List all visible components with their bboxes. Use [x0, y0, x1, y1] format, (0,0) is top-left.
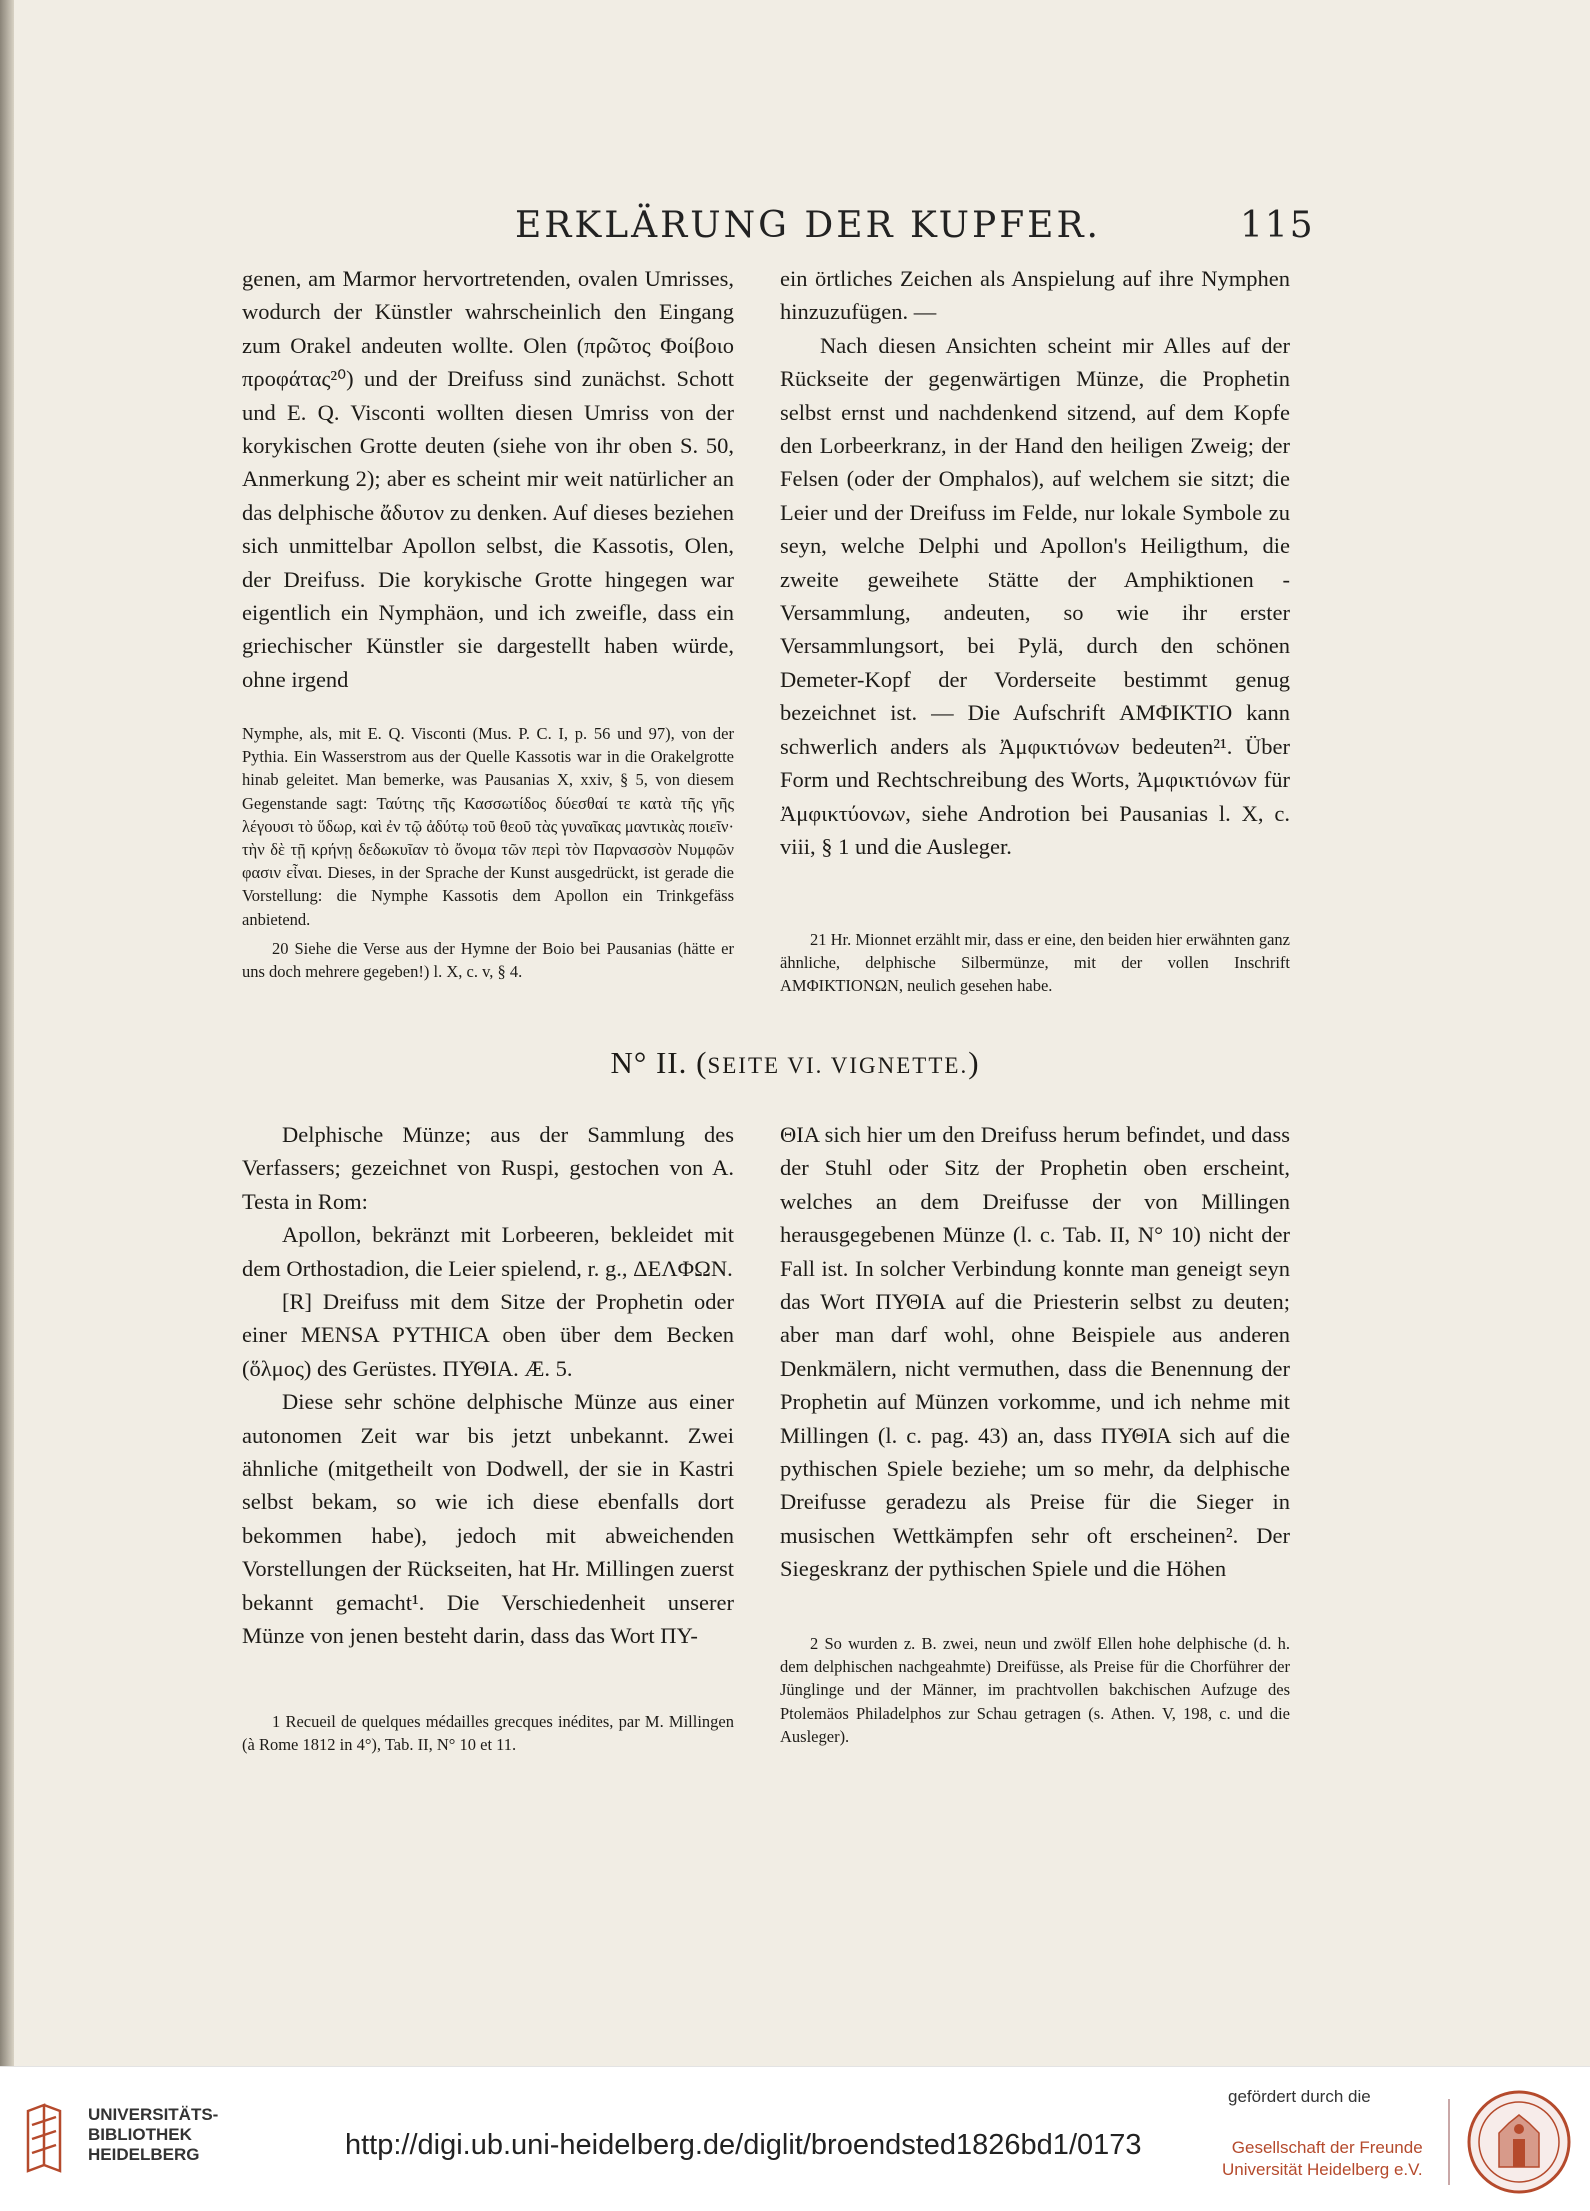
- footer-bar: [0, 2066, 1590, 2211]
- library-name-line: HEIDELBERG: [88, 2145, 200, 2164]
- paragraph: Apollon, bekränzt mit Lorbeeren, bekleidet mit dem Orthostadion, die Leier spielend, r. g., ΔΕΛΦΩΝ.: [242, 1222, 734, 1281]
- section-heading-number: N° II. (: [610, 1045, 708, 1080]
- library-name: [88, 2105, 218, 2165]
- sponsor-name-line: Gesellschaft der Freunde: [1231, 2138, 1423, 2157]
- section-heading-subtitle: SEITE VI. VIGNETTE.: [707, 1053, 969, 1078]
- paragraph: Delphische Münze; aus der Sammlung des Verfassers; gezeichnet von Ruspi, gestochen von A. Testa in Rom:: [242, 1122, 734, 1214]
- sponsor-name: [1222, 2137, 1423, 2181]
- bottom-right-footnotes: [780, 1632, 1290, 1754]
- paragraph: Diese sehr schöne delphische Münze aus einer autonomen Zeit war bis jetzt unbekannt. Zwei ähnliche (mitgetheilt von Dodwell, der sie in Kastri selbst bekam, so wie ich diese ebenfalls dort bekommen habe), jedoch mit abweichenden Vorstellungen der Rückseiten, hat Hr. Millingen zuerst bekannt gemacht¹. Die Verschiedenheit unserer Münze von jenen besteht darin, dass das Wort ΠΥ-: [242, 1389, 734, 1649]
- bottom-right-body: [780, 1118, 1290, 1586]
- library-name-line: BIBLIOTHEK: [88, 2125, 192, 2144]
- university-seal-icon: [1466, 2089, 1572, 2195]
- ub-heidelberg-logo-icon: [24, 2103, 64, 2173]
- footer-divider: [1448, 2099, 1450, 2185]
- bottom-right-column: [780, 1118, 1290, 1586]
- footnote: Nymphe, als, mit E. Q. Visconti (Mus. P. C. I, p. 56 und 97), von der Pythia. Ein Wasserstrom aus der Quelle Kassotis war in die Orakelgrotte hinab geleitet. Man bemerke, was Pausanias X, xxiv, § 5, von diesem Gegenstande sagt: Ταύτης τῆς Κασσωτίδος δύεσθαί τε κατὰ τῆς γῆς λέγουσι τὸ ὕδωρ, καὶ ἐν τῷ ἀδύτῳ τοῦ θεοῦ τὰς γυναῖκας μαντικὰς ποιεῖν· τὴν δὲ τῇ κρήνῃ δεδωκυῖαν τὸ ὄνομα τῶν περὶ τὸν Παρνασσὸν Νυμφῶν φασιν εἶναι. Dieses, in der Sprache der Kunst ausgedrückt, ist gerade die Vorstellung: die Nymphe Kassotis dem Apollon ein Trinkgefäss anbietend.: [242, 724, 734, 929]
- paragraph: [R] Dreifuss mit dem Sitze der Prophetin oder einer MENSA PYTHICA oben über dem Becken (ὅλμος) des Gerüstes. ΠΥΘΙΑ. Æ. 5.: [242, 1289, 734, 1381]
- section-heading-close: ): [968, 1045, 980, 1080]
- sponsor-label: gefördert durch die: [1228, 2087, 1371, 2106]
- bottom-left-body: [242, 1118, 734, 1653]
- footnote: 2 So wurden z. B. zwei, neun und zwölf Ellen hohe delphische (d. h. dem delphischen nachgeahmte) Dreifüsse, als Preise für die Chorführer der Jünglinge und der Männer, im prachtvollen bakchischen Aufzuge des Ptolemäos Philadelphos zur Schau getragen (s. Athen. V, 198, c. und die Ausleger).: [780, 1634, 1290, 1746]
- section-heading: [0, 1045, 1590, 1081]
- footnote: 1 Recueil de quelques médailles grecques inédites, par M. Millingen (à Rome 1812 in 4°), Tab. II, N° 10 et 11.: [242, 1712, 734, 1755]
- running-head: ERKLÄRUNG DER KUPFER.: [515, 205, 1102, 246]
- top-left-column: [242, 262, 734, 696]
- footnote: 20 Siehe die Verse aus der Hymne der Boio bei Pausanias (hätte er uns doch mehrere gegeben!) l. X, c. v, § 4.: [242, 938, 734, 982]
- top-right-footnotes: [780, 928, 1290, 1004]
- library-name-line: UNIVERSITÄTS-: [88, 2105, 219, 2124]
- bottom-left-column: [242, 1118, 734, 1653]
- sponsor-name-line: Universität Heidelberg e.V.: [1222, 2160, 1423, 2179]
- top-left-footnotes: [242, 722, 734, 989]
- paragraph: ein örtliches Zeichen als Anspielung auf ihre Nymphen hinzuzufügen. —: [780, 266, 1290, 325]
- paragraph: genen, am Marmor hervortretenden, ovalen Umrisses, wodurch der Künstler wahrscheinlich den Eingang zum Orakel andeuten wollte. Olen (πρῶτος Φοίβοιο προφάτας²⁰) und der Dreifuss sind zunächst. Schott und E. Q. Visconti wollten diesen Umriss von der korykischen Grotte deuten (siehe von ihr oben S. 50, Anmerkung 2); aber es scheint mir weit natürlicher an das delphische ἄδυτον zu denken. Auf dieses beziehen sich unmittelbar Apollon selbst, die Kassotis, Olen, der Dreifuss. Die korykische Grotte hingegen war eigentlich ein Nymphäon, und ich zweifle, dass ein griechischer Künstler sie dargestellt haben würde, ohne irgend: [242, 266, 734, 692]
- footnote: 21 Hr. Mionnet erzählt mir, dass er eine, den beiden hier erwähnten ganz ähnliche, delphische Silbermünze, mit der vollen Inschrift ΑΜΦΙΚΤΙΟΝΩΝ, neulich gesehen habe.: [780, 930, 1290, 996]
- top-right-body: [780, 262, 1290, 863]
- permalink-url[interactable]: http://digi.ub.uni-heidelberg.de/diglit/broendsted1826bd1/0173: [345, 2129, 1142, 2161]
- page-number: 115: [1240, 205, 1315, 246]
- bottom-left-footnotes: [242, 1710, 734, 1762]
- paragraph: ΘΙΑ sich hier um den Dreifuss herum befindet, und dass der Stuhl oder Sitz der Prophetin oben erscheint, welches an dem Dreifusse der von Millingen herausgegebenen Münze (l. c. Tab. II, N° 10) nicht der Fall ist. In solcher Verbindung konnte man geneigt seyn das Wort ΠΥΘΙΑ auf die Priesterin selbst zu deuten; aber man darf wohl, ohne Beispiele aus anderen Denkmälern, nicht vermuthen, dass die Benennung der Prophetin auf Münzen vorkomme, und ich nehme mit Millingen (l. c. pag. 43) an, dass ΠΥΘΙΑ sich auf die pythischen Spiele beziehe; um so mehr, da delphische Dreifusse geradezu als Preise für die Sieger in musischen Wettkämpfen sehr oft erscheinen². Der Siegeskranz der pythischen Spiele und die Höhen: [780, 1122, 1290, 1582]
- top-right-column: [780, 262, 1290, 863]
- paragraph: Nach diesen Ansichten scheint mir Alles auf der Rückseite der gegenwärtigen Münze, die Prophetin selbst ernst und nachdenkend sitzend, auf dem Kopfe den Lorbeerkranz, in der Hand den heiligen Zweig; der Felsen (oder der Omphalos), auf welchem sie sitzt; die Leier und der Dreifuss im Felde, nur lokale Symbole zu seyn, welche Delphi und Apollon's Heiligthum, die zweite geweihete Stätte der Amphiktionen - Versammlung, andeuten, so wie ihr erster Versammlungsort, bei Pylä, durch den schönen Demeter-Kopf der Vorderseite bestimmt genug bezeichnet ist. — Die Aufschrift ΑΜΦΙΚΤΙΟ kann schwerlich anders als Ἀμφικτιόνων bedeuten²¹. Über Form und Rechtschreibung des Worts, Ἀμφικτιόνων für Ἀμφικτύονων, siehe Androtion bei Pausanias l. X, c. viii, § 1 und die Ausleger.: [780, 332, 1290, 859]
- top-left-body: [242, 262, 734, 696]
